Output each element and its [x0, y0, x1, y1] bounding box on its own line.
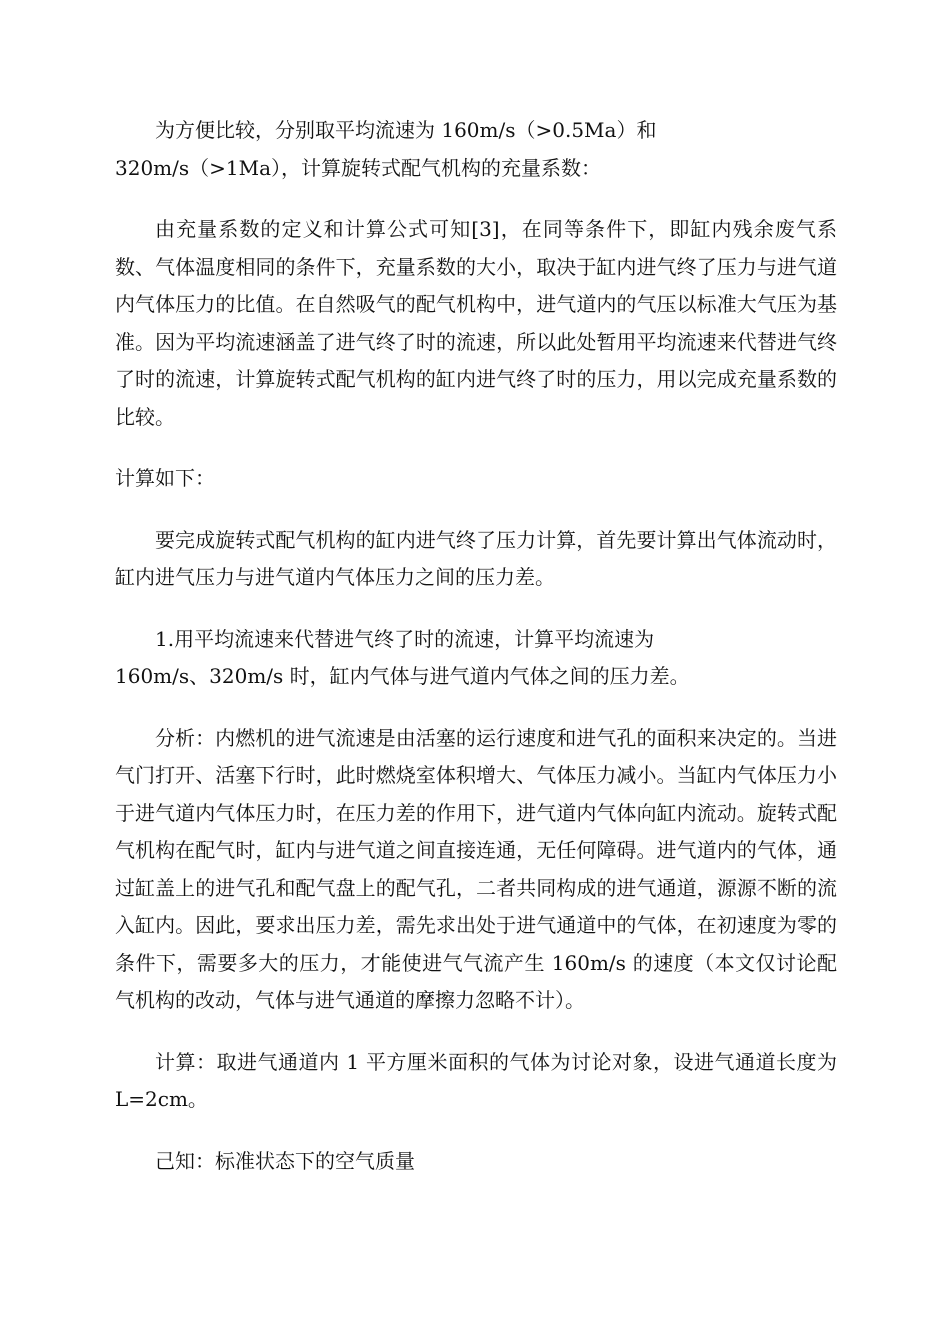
- paragraph-calculation-heading: 计算如下：: [115, 466, 215, 490]
- paragraph-line: 160m/s、320m/s 时，缸内气体与进气道内气体之间的压力差。: [115, 664, 690, 688]
- paragraph-line: 1.用平均流速来代替进气终了时的流速，计算平均流速为: [155, 626, 655, 651]
- paragraph-calculation-setup: 计算：取进气通道内 1 平方厘米面积的气体为讨论对象，设进气通道长度为 L=2cm。: [115, 1049, 837, 1111]
- paragraph-line: 为方便比较，分别取平均流速为 160m/s（>0.5Ma）和: [155, 118, 657, 142]
- paragraph-charge-coefficient: 由充量系数的定义和计算公式可知[3]，在同等条件下，即缸内残余废气系数、气体温度相同的条件下，充量系数的大小，取决于缸内进气终了压力与进气道内气体压力的比值。在自然吸气的配气机构中，进气道内的气压以标准大气压为基准。因为平均流速涵盖了进气终了时的流速，所以此处暂用平均流速来代替进气终了时的流速，计算旋转式配气机构的缸内进气终了时的压力，用以完成充量系数的比较。: [115, 217, 837, 429]
- paragraph-known: 己知：标准状态下的空气质量: [155, 1148, 415, 1173]
- document-body: [115, 112, 837, 1204]
- paragraph-step-1: [115, 621, 837, 696]
- paragraph-line: 320m/s（>1Ma），计算旋转式配气机构的充量系数：: [115, 155, 602, 180]
- paragraph-pressure-difference: 要完成旋转式配气机构的缸内进气终了压力计算，首先要计算出气体流动时，缸内进气压力与进气道内气体压力之间的压力差。: [115, 527, 837, 589]
- paragraph-comparison-intro: [115, 112, 837, 187]
- paragraph-analysis: 分析：内燃机的进气流速是由活塞的运行速度和进气孔的面积来决定的。当进气门打开、活塞下行时，此时燃烧室体积增大、气体压力减小。当缸内气体压力小于进气道内气体压力时，在压力差的作用下，进气道内气体向缸内流动。旋转式配气机构在配气时，缸内与进气道之间直接连通，无任何障碍。进气道内的气体，通过缸盖上的进气孔和配气盘上的配气孔，二者共同构成的进气通道，源源不断的流入缸内。因此，要求出压力差，需先求出处于进气通道中的气体，在初速度为零的条件下，需要多大的压力，才能使进气气流产生 160m/s 的速度（本文仅讨论配气机构的改动，气体与进气通道的摩擦力忽略不计）。: [115, 725, 837, 1012]
